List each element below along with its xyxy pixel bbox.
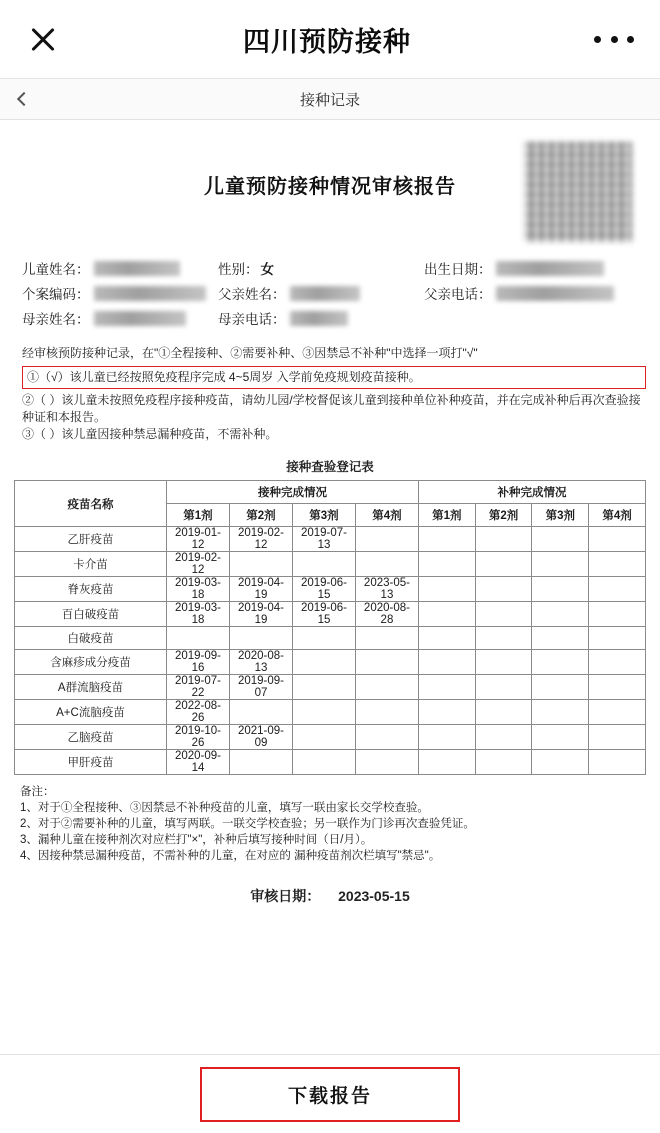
cell-done-3 [292, 675, 355, 700]
cell-makeup-3 [532, 675, 589, 700]
col-group-done: 接种完成情况 [167, 481, 419, 504]
col-header-done-dose-1: 第1剂 [167, 504, 230, 527]
more-dot-1 [594, 36, 601, 43]
cell-done-3 [292, 750, 355, 775]
case-code-field [22, 283, 218, 303]
cell-done-4: 2020-08-28 [355, 602, 418, 627]
father-name-label: 父亲姓名： [218, 287, 286, 302]
cell-done-1: 2019-01-12 [167, 527, 230, 552]
cell-makeup-4 [589, 602, 646, 627]
statement-option-2: ②（ ）该儿童未按照免疫程序接种疫苗，请幼儿园/学校督促该儿童到接种单位补种疫苗，并在完成补种后再次查验接种证和本报告。 [22, 393, 641, 424]
cell-makeup-1 [418, 577, 475, 602]
sub-page-title: 接种记录 [299, 91, 360, 109]
cell-done-2 [229, 750, 292, 775]
cell-makeup-3 [532, 750, 589, 775]
cell-makeup-2 [475, 552, 532, 577]
cell-makeup-2 [475, 650, 532, 675]
cell-vaccine-name: 甲肝疫苗 [15, 750, 167, 775]
cell-makeup-2 [475, 750, 532, 775]
cell-makeup-3 [532, 552, 589, 577]
more-dot-3 [627, 36, 634, 43]
mother-name-label: 母亲姓名： [22, 312, 90, 327]
cell-done-1: 2019-07-22 [167, 675, 230, 700]
cell-done-4 [355, 675, 418, 700]
cell-done-3 [292, 552, 355, 577]
birth-date-value [496, 261, 604, 276]
notes-block [14, 784, 646, 864]
audit-date [14, 886, 646, 906]
download-report-button[interactable]: 下载报告 [200, 1067, 460, 1122]
bottom-action-bar [0, 1054, 660, 1133]
more-dot-2 [611, 36, 618, 43]
cell-makeup-1 [418, 725, 475, 750]
cell-makeup-1 [418, 552, 475, 577]
cell-done-4 [355, 725, 418, 750]
mother-name-value [94, 311, 186, 326]
table-row [15, 700, 646, 725]
cell-makeup-2 [475, 602, 532, 627]
cell-makeup-1 [418, 527, 475, 552]
cell-makeup-3 [532, 650, 589, 675]
table-row [15, 725, 646, 750]
cell-vaccine-name: A群流脑疫苗 [15, 675, 167, 700]
statement-option-3: ③（ ）该儿童因接种禁忌漏种疫苗，不需补种。 [22, 427, 278, 441]
cell-makeup-4 [589, 527, 646, 552]
cell-makeup-4 [589, 552, 646, 577]
notes-title: 备注： [20, 786, 55, 798]
table-row [15, 750, 646, 775]
cell-makeup-2 [475, 627, 532, 650]
cell-makeup-4 [589, 750, 646, 775]
info-row [22, 257, 646, 279]
col-header-makeup-dose-1: 第1剂 [418, 504, 475, 527]
cell-done-1: 2019-10-26 [167, 725, 230, 750]
mother-phone-field [218, 308, 424, 328]
report-title: 儿童预防接种情况审核报告 [204, 176, 456, 198]
cell-makeup-3 [532, 627, 589, 650]
cell-done-2: 2019-04-19 [229, 602, 292, 627]
col-header-makeup-dose-2: 第2剂 [475, 504, 532, 527]
report-document [0, 120, 660, 1054]
notes-line-3: 3、漏种儿童在接种剂次对应栏打"×"，补种后填写接种时间（日/月）。 [20, 834, 373, 846]
audit-date-label: 审核日期： [250, 888, 321, 904]
top-navigation-bar [0, 0, 660, 78]
cell-makeup-1 [418, 627, 475, 650]
table-group-header-row [15, 481, 646, 504]
table-head [15, 481, 646, 527]
child-name-field [22, 258, 218, 278]
cell-makeup-4 [589, 675, 646, 700]
cell-done-2 [229, 627, 292, 650]
birth-date-label: 出生日期： [424, 262, 492, 277]
cell-done-2 [229, 700, 292, 725]
cell-done-3 [292, 627, 355, 650]
cell-done-1: 2022-08-26 [167, 700, 230, 725]
col-header-makeup-dose-3: 第3剂 [532, 504, 589, 527]
child-name-value [94, 261, 180, 276]
cell-makeup-1 [418, 675, 475, 700]
father-name-field [218, 283, 424, 303]
cell-makeup-3 [532, 527, 589, 552]
cell-makeup-1 [418, 750, 475, 775]
table-row [15, 577, 646, 602]
cell-makeup-3 [532, 700, 589, 725]
statement-option-1: ①（√）该儿童已经按照免疫程序完成 4~5周岁 入学前免疫规划疫苗接种。 [22, 366, 646, 389]
info-row [22, 307, 646, 329]
cell-vaccine-name: 乙脑疫苗 [15, 725, 167, 750]
cell-makeup-3 [532, 577, 589, 602]
cell-vaccine-name: 脊灰疫苗 [15, 577, 167, 602]
cell-done-1: 2019-03-18 [167, 577, 230, 602]
gender-value: 女 [260, 262, 274, 277]
case-code-label: 个案编码： [22, 287, 90, 302]
table-row [15, 675, 646, 700]
cell-done-1: 2019-02-12 [167, 552, 230, 577]
father-name-value [290, 286, 360, 301]
mother-phone-label: 母亲电话： [218, 312, 286, 327]
chevron-left-icon[interactable] [12, 89, 32, 109]
cell-done-4 [355, 552, 418, 577]
col-header-makeup-dose-4: 第4剂 [589, 504, 646, 527]
gender-field [218, 258, 424, 278]
cell-vaccine-name: 百白破疫苗 [15, 602, 167, 627]
cell-done-2: 2019-04-19 [229, 577, 292, 602]
cell-done-2: 2020-08-13 [229, 650, 292, 675]
cell-makeup-4 [589, 627, 646, 650]
cell-done-4 [355, 700, 418, 725]
sub-navigation-bar [0, 78, 660, 120]
table-caption: 接种查验登记表 [286, 460, 374, 474]
child-name-label: 儿童姓名： [22, 262, 90, 277]
cell-done-2: 2019-09-07 [229, 675, 292, 700]
cell-done-4 [355, 650, 418, 675]
cell-makeup-2 [475, 527, 532, 552]
table-row [15, 527, 646, 552]
more-options-icon[interactable] [594, 36, 634, 43]
gender-label: 性别： [218, 262, 259, 277]
birth-date-field [424, 258, 644, 278]
cell-makeup-2 [475, 577, 532, 602]
cell-makeup-4 [589, 700, 646, 725]
cell-done-4 [355, 527, 418, 552]
cell-makeup-1 [418, 650, 475, 675]
father-phone-value [496, 286, 614, 301]
cell-makeup-2 [475, 675, 532, 700]
info-row [22, 282, 646, 304]
table-row [15, 552, 646, 577]
notes-line-2: 2、对于②需要补种的儿童，填写两联。一联交学校查验；另一联作为门诊再次查验凭证。 [20, 818, 475, 830]
father-phone-label: 父亲电话： [424, 287, 492, 302]
notes-line-1: 1、对于①全程接种、③因禁忌不补种疫苗的儿童，填写一联由家长交学校查验。 [20, 802, 429, 814]
cell-makeup-1 [418, 700, 475, 725]
cell-done-2 [229, 552, 292, 577]
cell-done-3: 2019-06-15 [292, 577, 355, 602]
mother-name-field [22, 308, 218, 328]
col-group-makeup: 补种完成情况 [418, 481, 645, 504]
col-header-vaccine: 疫苗名称 [15, 481, 167, 527]
cell-makeup-1 [418, 602, 475, 627]
cell-done-1: 2019-03-18 [167, 602, 230, 627]
table-row [15, 602, 646, 627]
col-header-done-dose-2: 第2剂 [229, 504, 292, 527]
cell-makeup-4 [589, 577, 646, 602]
cell-done-2: 2021-09-09 [229, 725, 292, 750]
cell-done-3: 2019-07-13 [292, 527, 355, 552]
vaccination-table [14, 480, 646, 775]
cell-done-4: 2023-05-13 [355, 577, 418, 602]
cell-makeup-3 [532, 602, 589, 627]
table-body [15, 527, 646, 775]
cell-done-1: 2019-09-16 [167, 650, 230, 675]
child-info-block [14, 257, 646, 329]
cell-makeup-3 [532, 725, 589, 750]
audit-statement-block [14, 345, 646, 443]
cell-done-4 [355, 750, 418, 775]
cell-vaccine-name: 含麻疹成分疫苗 [15, 650, 167, 675]
page-title: 四川预防接种 [243, 26, 411, 57]
qr-code-image [524, 142, 632, 242]
statement-lead: 经审核预防接种记录，在"①全程接种、②需要补种、③因禁忌不补种"中选择一项打"√" [22, 346, 478, 360]
cell-done-3 [292, 650, 355, 675]
table-row [15, 627, 646, 650]
cell-vaccine-name: 乙肝疫苗 [15, 527, 167, 552]
cell-done-1 [167, 627, 230, 650]
father-phone-field [424, 283, 644, 303]
cell-done-1: 2020-09-14 [167, 750, 230, 775]
cell-makeup-4 [589, 725, 646, 750]
cell-done-3 [292, 700, 355, 725]
cell-makeup-2 [475, 700, 532, 725]
cell-vaccine-name: 白破疫苗 [15, 627, 167, 650]
table-row [15, 650, 646, 675]
cell-makeup-2 [475, 725, 532, 750]
close-icon[interactable] [26, 22, 60, 56]
cell-done-3: 2019-06-15 [292, 602, 355, 627]
cell-done-2: 2019-02-12 [229, 527, 292, 552]
cell-vaccine-name: 卡介苗 [15, 552, 167, 577]
cell-vaccine-name: A+C流脑疫苗 [15, 700, 167, 725]
cell-done-3 [292, 725, 355, 750]
cell-makeup-4 [589, 650, 646, 675]
case-code-value [94, 286, 206, 301]
notes-line-4: 4、因接种禁忌漏种疫苗，不需补种的儿童，在对应的 漏种疫苗剂次栏填写"禁忌"。 [20, 850, 441, 862]
audit-date-value: 2023-05-15 [338, 888, 410, 904]
col-header-done-dose-4: 第4剂 [355, 504, 418, 527]
col-header-done-dose-3: 第3剂 [292, 504, 355, 527]
cell-done-4 [355, 627, 418, 650]
mother-phone-value [290, 311, 348, 326]
